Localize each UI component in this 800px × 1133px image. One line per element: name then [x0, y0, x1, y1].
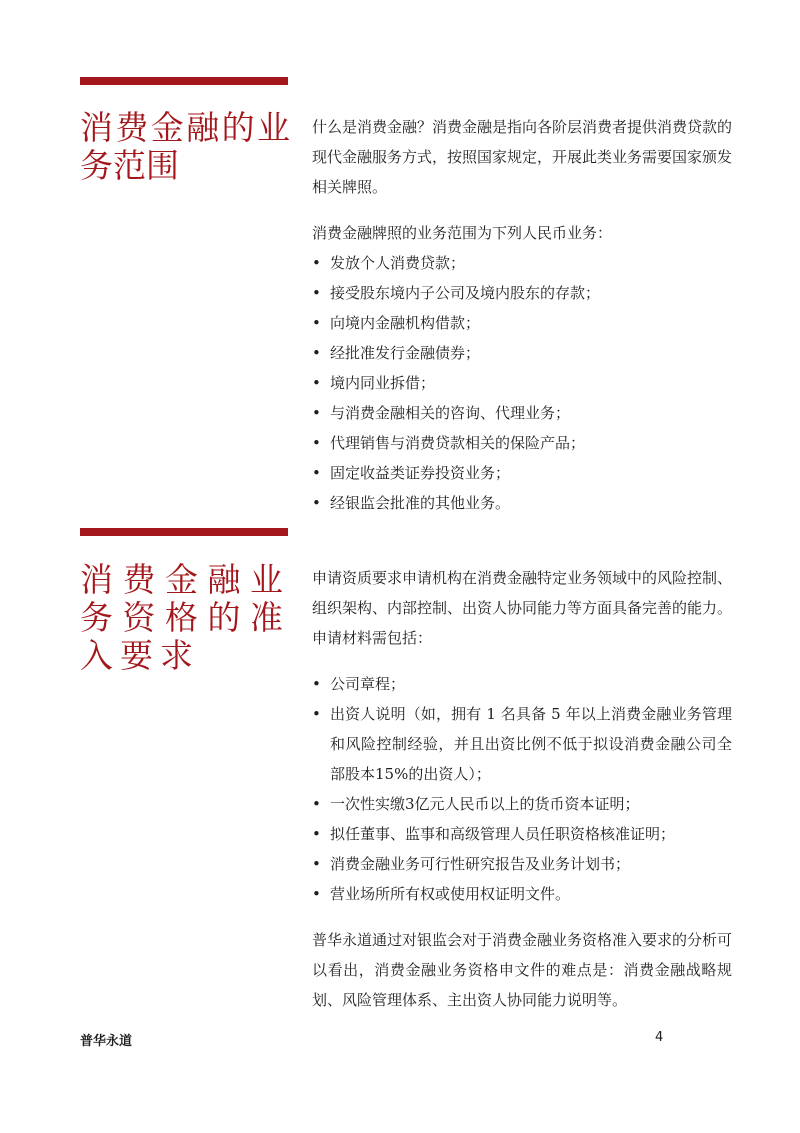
list-item-text: 经银监会批准的其他业务。: [330, 494, 511, 512]
bullet-icon: •: [312, 825, 321, 843]
list-item: [312, 849, 732, 879]
bullet-icon: •: [312, 795, 321, 813]
intro-paragraph: 什么是消费金融？消费金融是指向各阶层消费者提供消费贷款的现代金融服务方式，按照国家规定，开展此类业务需要国家颁发相关牌照。: [312, 118, 733, 196]
list-item: [312, 278, 732, 308]
list-item: [312, 879, 732, 909]
scope-lead-paragraph: 消费金融牌照的业务范围为下列人民币业务：: [312, 224, 613, 242]
list-item-text: 一次性实缴3亿元人民币以上的货币资本证明；: [330, 795, 640, 813]
conclusion-paragraph: 普华永道通过对银监会对于消费金融业务资格准入要求的分析可以看出，消费金融业务资格申文件的难点是：消费金融战略规划、风险管理体系、主出资人协同能力说明等。: [312, 931, 733, 1009]
list-item-text: 经批准发行金融债券；: [330, 344, 481, 362]
section-body: [312, 112, 732, 518]
bullet-icon: •: [312, 374, 321, 392]
list-item-text: 与消费金融相关的咨询、代理业务；: [330, 404, 571, 422]
list-item: [312, 368, 732, 398]
list-item: [312, 669, 732, 699]
list-item: [312, 699, 732, 789]
bullet-icon: •: [312, 254, 321, 272]
section-divider-bar: [80, 77, 288, 85]
page-number: 4: [655, 1030, 664, 1045]
bullet-icon: •: [312, 885, 321, 903]
section-body: [312, 563, 732, 1015]
list-item: [312, 308, 732, 338]
bullet-icon: •: [312, 464, 321, 482]
bullet-icon: •: [312, 855, 321, 873]
list-item-text: 接受股东境内子公司及境内股东的存款；: [330, 284, 601, 302]
bullet-icon: •: [312, 675, 321, 693]
bullet-icon: •: [312, 404, 321, 422]
list-item: [312, 819, 732, 849]
section-title: 消费金融的业务范围: [80, 108, 290, 185]
section-divider-bar: [80, 528, 288, 536]
list-item-text: 固定收益类证券投资业务；: [330, 464, 511, 482]
bullet-icon: •: [312, 314, 321, 332]
list-item-text: 营业场所所有权或使用权证明文件。: [330, 885, 571, 903]
list-item-text: 向境内金融机构借款；: [330, 314, 481, 332]
list-item: [312, 398, 732, 428]
section-title: 消费金融业务资格的准入要求: [80, 560, 290, 675]
list-item-text: 公司章程；: [330, 675, 406, 693]
footer-brand: 普华永道: [80, 1034, 133, 1049]
bullet-icon: •: [312, 705, 321, 723]
list-item: [312, 458, 732, 488]
list-item: [312, 488, 732, 518]
bullet-icon: •: [312, 344, 321, 362]
list-item-text: 出资人说明（如，拥有 1 名具备 5 年以上消费金融业务管理和风险控制经验，并且出资比例不低于拟设消费金融公司全部股本15%的出资人）；: [330, 705, 732, 783]
list-item: [312, 338, 732, 368]
application-materials-list: [312, 669, 732, 909]
list-item-text: 境内同业拆借；: [330, 374, 436, 392]
bullet-icon: •: [312, 494, 321, 512]
business-scope-list: [312, 248, 732, 518]
list-item-text: 拟任董事、监事和高级管理人员任职资格核准证明；: [330, 825, 676, 843]
bullet-icon: •: [312, 284, 321, 302]
intro-paragraph: 申请资质要求申请机构在消费金融特定业务领域中的风险控制、组织架构、内部控制、出资人协同能力等方面具备完善的能力。申请材料需包括：: [312, 569, 733, 647]
list-item-text: 代理销售与消费贷款相关的保险产品；: [330, 434, 586, 452]
list-item: [312, 428, 732, 458]
list-item-text: 发放个人消费贷款；: [330, 254, 466, 272]
list-item: [312, 248, 732, 278]
list-item: [312, 789, 732, 819]
bullet-icon: •: [312, 434, 321, 452]
list-item-text: 消费金融业务可行性研究报告及业务计划书；: [330, 855, 631, 873]
